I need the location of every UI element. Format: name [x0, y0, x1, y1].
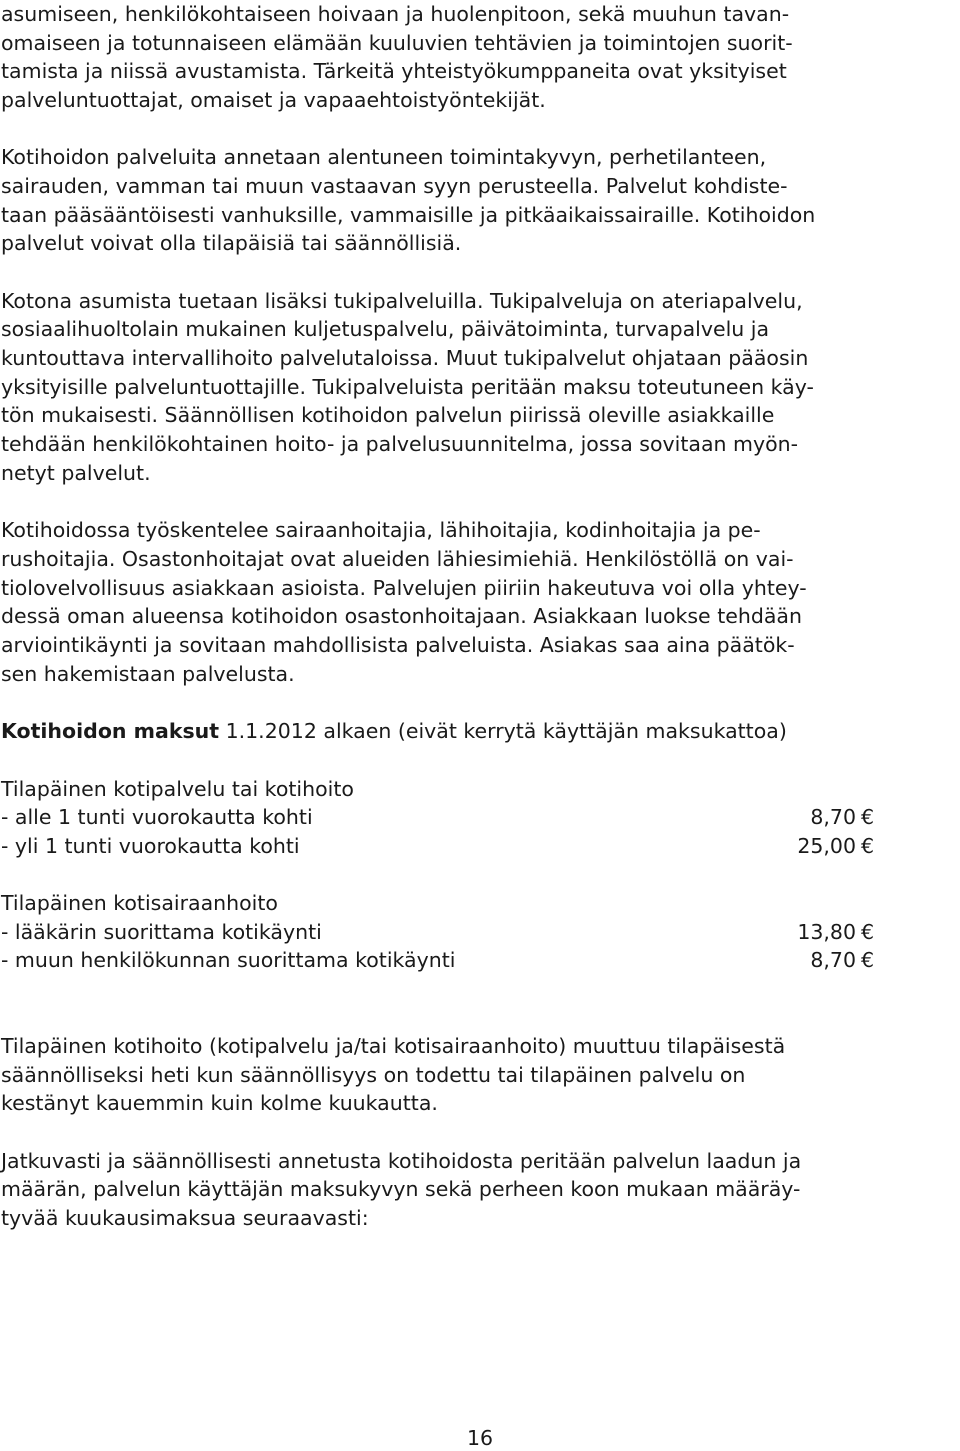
text-line: dessä oman alueensa kotihoidon osastonhoitajaan. Asiakkaan luokse tehdään [1, 604, 802, 628]
text-line: Jatkuvasti ja säännöllisesti annetusta kotihoidosta peritään palvelun laadun ja [1, 1149, 802, 1173]
euro-icon: € [861, 920, 875, 944]
text-line: arviointikäynti ja sovitaan mahdollisista palveluista. Asiakas saa aina päätök- [1, 633, 795, 657]
fees-heading-rest: 1.1.2012 alkaen (eivät kerrytä käyttäjän maksukattoa) [219, 719, 787, 743]
text-line: Kotona asumista tuetaan lisäksi tukipalveluilla. Tukipalveluja on ateriapalvelu, [1, 289, 803, 313]
fee-item-price: 25,00 [797, 834, 856, 858]
fee-item-price: 8,70 [810, 948, 856, 972]
text-line: asumiseen, henkilökohtaiseen hoivaan ja huolenpitoon, sekä muuhun tavan- [1, 2, 790, 26]
text-line: määrän, palvelun käyttäjän maksukyvyn sekä perheen koon mukaan määräy- [1, 1177, 801, 1201]
text-line: taan pääsääntöisesti vanhuksille, vammaisille ja pitkäaikaissairaille. Kotihoidon [1, 203, 816, 227]
fee-item-price: 8,70 [810, 805, 856, 829]
euro-icon: € [861, 805, 875, 829]
text-line: sairauden, vamman tai muun vastaavan syyn perusteella. Palvelut kohdiste- [1, 174, 788, 198]
text-line: Kotihoidon palveluita annetaan alentuneen toimintakyvyn, perhetilanteen, [1, 145, 767, 169]
fee-item-label: - yli 1 tunti vuorokautta kohti [1, 834, 300, 858]
text-line: tehdään henkilökohtainen hoito- ja palvelusuunnitelma, jossa sovitaan myön- [1, 432, 799, 456]
fee-group-title: Tilapäinen kotisairaanhoito [1, 891, 278, 915]
text-line: yksityisille palveluntuottajille. Tukipalveluista peritään maksu toteutuneen käy- [1, 375, 814, 399]
text-line: säännölliseksi heti kun säännöllisyys on todettu tai tilapäinen palvelu on [1, 1063, 746, 1087]
text-line: omaiseen ja totunnaiseen elämään kuuluvien tehtävien ja toimintojen suorit- [1, 31, 793, 55]
fee-item-label: - alle 1 tunti vuorokautta kohti [1, 805, 313, 829]
text-line: sosiaalihuoltolain mukainen kuljetuspalvelu, päivätoiminta, turvapalvelu ja [1, 317, 770, 341]
text-line: sen hakemistaan palvelusta. [1, 662, 295, 686]
text-line: tiolovelvollisuus asiakkaan asioista. Palvelujen piiriin hakeutuva voi olla yhtey- [1, 576, 807, 600]
fees-heading-bold: Kotihoidon maksut [1, 719, 220, 743]
fee-group-title: Tilapäinen kotipalvelu tai kotihoito [1, 777, 354, 801]
text-line: kestänyt kauemmin kuin kolme kuukautta. [1, 1091, 438, 1115]
text-line: kuntouttava intervallihoito palvelutaloissa. Muut tukipalvelut ohjataan pääosin [1, 346, 809, 370]
fee-item-label: - lääkärin suorittama kotikäynti [1, 920, 322, 944]
fee-item-price: 13,80 [797, 920, 856, 944]
text-line: palvelut voivat olla tilapäisiä tai säännöllisiä. [1, 231, 462, 255]
fees-heading [1, 717, 787, 746]
page-number: 16 [466, 1426, 494, 1450]
euro-icon: € [861, 834, 875, 858]
text-line: tamista ja niissä avustamista. Tärkeitä yhteistyökumppaneita ovat yksityiset [1, 59, 787, 83]
text-line: netyt palvelut. [1, 461, 151, 485]
fee-item-label: - muun henkilökunnan suorittama kotikäynti [1, 948, 456, 972]
text-line: rushoitajia. Osastonhoitajat ovat alueiden lähiesimiehiä. Henkilöstöllä on vai- [1, 547, 794, 571]
text-line: Kotihoidossa työskentelee sairaanhoitajia, lähihoitajia, kodinhoitajia ja pe- [1, 518, 761, 542]
euro-icon: € [861, 948, 875, 972]
text-line: Tilapäinen kotihoito (kotipalvelu ja/tai kotisairaanhoito) muuttuu tilapäisestä [1, 1034, 786, 1058]
text-line: tyvää kuukausimaksua seuraavasti: [1, 1206, 369, 1230]
text-line: palveluntuottajat, omaiset ja vapaaehtoistyöntekijät. [1, 88, 546, 112]
text-line: tön mukaisesti. Säännöllisen kotihoidon palvelun piirissä oleville asiakkaille [1, 403, 775, 427]
